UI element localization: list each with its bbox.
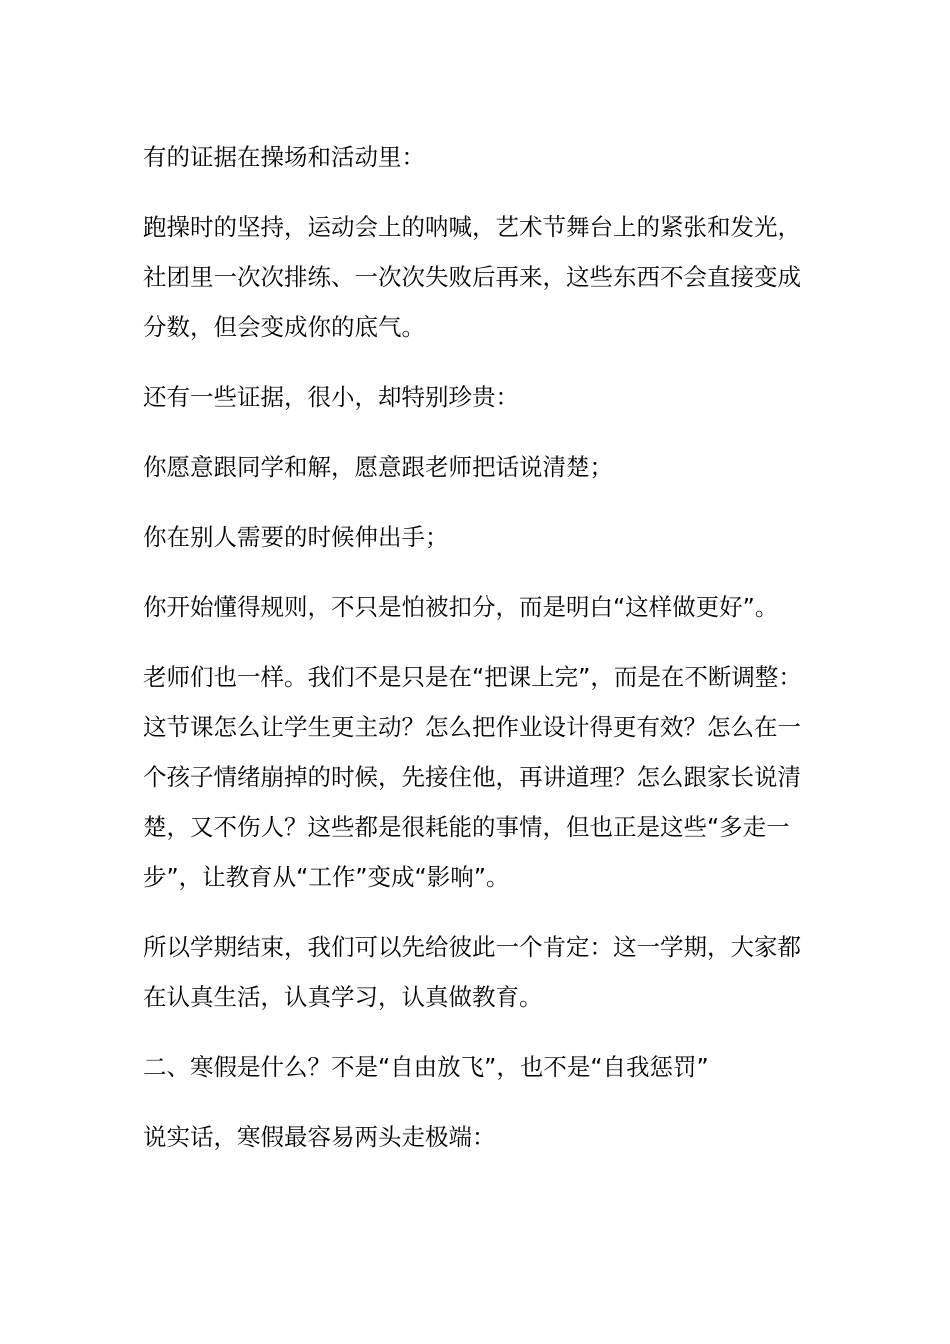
section-heading: 二、寒假是什么？不是“自由放飞”，也不是“自我惩罚” [143,1053,709,1081]
paragraph-3: 还有一些证据，很小，却特别珍贵： [143,383,519,411]
paragraph-8: 所以学期结束，我们可以先给彼此一个肯定：这一学期，大家都在认真生活，认真学习，认真做教育。 [143,933,801,1011]
paragraph-2: 跑操时的坚持，运动会上的呐喊，艺术节舞台上的紧张和发光，社团里一次次排练、一次次失败后再来，这些东西不会直接变成分数，但会变成你的底气。 [143,213,801,341]
paragraph-4: 你愿意跟同学和解，愿意跟老师把话说清楚； [143,453,613,481]
paragraph-6: 你开始懂得规则，不只是怕被扣分，而是明白“这样做更好”。 [143,593,779,621]
paragraph-7: 老师们也一样。我们不是只是在“把课上完”，而是在不断调整：这节课怎么让学生更主动？怎么把作业设计得更有效？怎么在一个孩子情绪崩掉的时候，先接住他，再讲道理？怎么跟家长说清楚，又不伤人？这些都是很耗能的事情，但也正是这些“多走一步”，让教育从“工作”变成“影响”。 [143,663,802,891]
paragraph-5: 你在别人需要的时候伸出手； [143,523,449,551]
paragraph-10: 说实话，寒假最容易两头走极端： [143,1123,496,1151]
document-body [143,132,823,1182]
paragraph-1: 有的证据在操场和活动里： [143,143,425,171]
